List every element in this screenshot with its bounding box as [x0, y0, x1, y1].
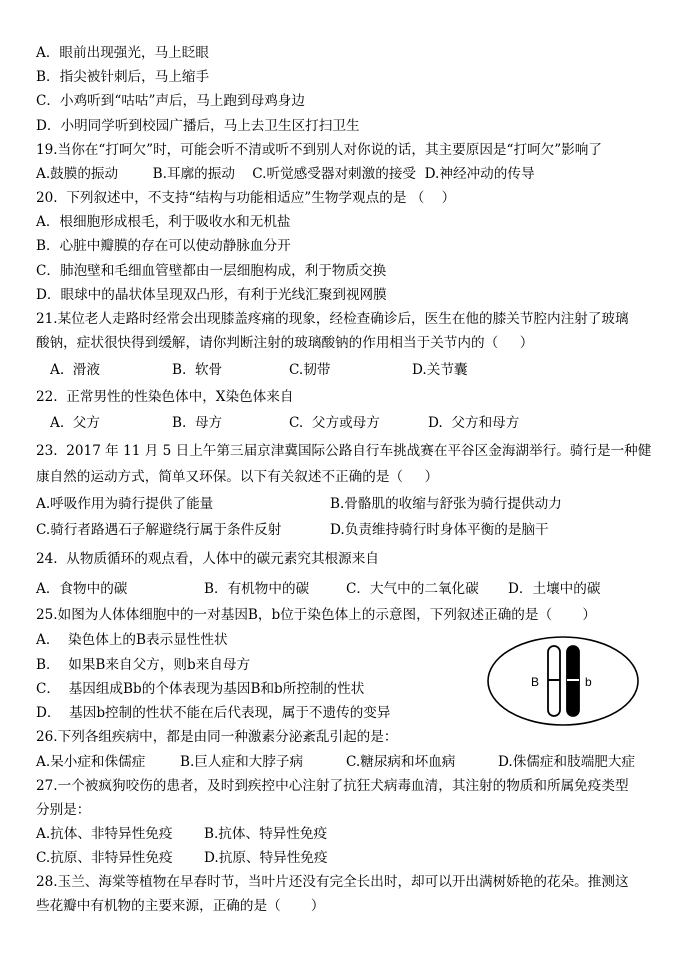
q26-stem: 26.下列各组疾病中，都是由同一种激素分泌紊乱引起的是： — [36, 729, 398, 745]
q27-stem-line2: 分别是： — [36, 802, 91, 818]
q27-stem-line1: 27.一个被疯狗咬伤的患者，及时到疾控中心注射了抗狂犬病毒血清，其注射的物质和所属免疫类型 — [36, 778, 629, 794]
q21-option-d: D.关节囊 — [412, 362, 468, 378]
q25-option-b: B． 如果B来自父方，则b来自母方 — [36, 657, 251, 673]
q20-option-c: C．肺泡壁和毛细血管壁都由一层细胞构成，利于物质交换 — [36, 263, 387, 279]
q26-option-a: A.呆小症和侏儒症 — [36, 754, 146, 770]
q26-option-b: B.巨人症和大脖子病 — [180, 754, 304, 770]
chromosome-svg — [484, 632, 642, 730]
q21-stem-line1: 21.某位老人走路时经常会出现膝盖疼痛的现象，经检查确诊后，医生在他的膝关节腔内注射了玻璃 — [36, 311, 629, 327]
q22-option-a: A. 父方 — [50, 415, 100, 431]
q26-option-c: C.糖尿病和坏血病 — [346, 754, 456, 770]
q25-option-a: A． 染色体上的B表示显性性状 — [36, 632, 228, 648]
q18-option-b: B．指尖被针刺后，马上缩手 — [36, 69, 210, 85]
q18-option-a: A．眼前出现强光，马上眨眼 — [36, 45, 209, 61]
q24-stem: 24. 从物质循环的观点看，人体中的碳元素究其根源来自 — [36, 551, 379, 567]
q24-option-b: B．有机物中的碳 — [204, 581, 310, 597]
q26-option-d: D.侏儒症和肢端肥大症 — [498, 754, 636, 770]
gene-label-uppercase-b: B — [530, 675, 539, 689]
q28-stem-line1: 28.玉兰、海棠等植物在早春时节，当叶片还没有完全长出时，却可以开出满树娇艳的花朵。推测这 — [36, 874, 629, 890]
q23-option-a: A.呼吸作用为骑行提供了能量 — [36, 496, 214, 512]
q25-option-d: D． 基因b控制的性状不能在后代表现，属于不遗传的变异 — [36, 705, 391, 721]
q24-option-c: C．大气中的二氧化碳 — [346, 581, 479, 597]
q21-option-b: B. 软骨 — [172, 362, 223, 378]
q19-stem: 19.当你在“打呵欠”时，可能会听不清或听不到别人对你说的话，其主要原因是“打呵欠”影响了 — [36, 142, 602, 158]
q24-option-a: A．食物中的碳 — [36, 581, 128, 597]
q23-stem-line1: 23. 2017 年 11 月 5 日上午第三届京津冀国际公路自行车挑战赛在平谷区金海湖举行。骑行是一种健 — [36, 443, 652, 459]
q23-option-c: C.骑行者路遇石子解避绕行属于条件反射 — [36, 522, 282, 538]
cell-outline — [488, 637, 638, 725]
q21-option-a: A. 滑液 — [50, 362, 100, 378]
q27-option-c: C.抗原、非特异性免疫 — [36, 850, 173, 866]
q20-option-b: B．心脏中瓣膜的存在可以使动静脉血分开 — [36, 238, 291, 254]
q21-stem-line2: 酸钠，症状很快得到缓解，请你判断注射的玻璃酸钠的作用相当于关节内的（ ） — [36, 335, 534, 351]
q23-option-b: B.骨骼肌的收缩与舒张为骑行提供动力 — [330, 496, 562, 512]
q22-option-d: D. 父方和母方 — [428, 415, 520, 431]
q21-option-c: C.韧带 — [289, 362, 331, 378]
q20-stem: 20. 下列叙述中，不支持“结构与功能相适应”生物学观点的是 （ ） — [36, 190, 456, 206]
q28-stem-line2: 些花瓣中有机物的主要来源，正确的是（ ） — [36, 898, 325, 914]
q25-stem: 25.如图为人体体细胞中的一对基因B，b位于染色体上的示意图，下列叙述正确的是（ ） — [36, 607, 596, 623]
q22-option-b: B. 母方 — [172, 415, 223, 431]
q27-option-b: B.抗体、特异性免疫 — [204, 826, 328, 842]
q27-option-d: D.抗原、特异性免疫 — [204, 850, 328, 866]
q22-stem: 22. 正常男性的性染色体中，X染色体来自 — [36, 389, 294, 405]
q23-stem-line2: 康自然的运动方式，简单又环保。以下有关叙述不正确的是（ ） — [36, 469, 439, 485]
gene-label-lowercase-b: b — [585, 675, 592, 689]
q27-option-a: A.抗体、非特异性免疫 — [36, 826, 173, 842]
q20-option-a: A．根细胞形成根毛，利于吸收水和无机盐 — [36, 214, 291, 230]
q23-option-d: D.负责维持骑行时身体平衡的是脑干 — [330, 522, 549, 538]
q19-options: A.鼓膜的振动 B.耳廓的振动 C.听觉感受器对刺激的接受 D.神经冲动的传导 — [36, 166, 535, 182]
chromosome-diagram — [484, 632, 642, 730]
q25-option-c: C． 基因组成Bb的个体表现为基因B和b所控制的性状 — [36, 681, 365, 697]
q22-option-c: C. 父方或母方 — [289, 415, 380, 431]
q20-option-d: D．眼球中的晶状体呈现双凸形，有利于光线汇聚到视网膜 — [36, 287, 387, 303]
q24-option-d: D．土壤中的碳 — [508, 581, 601, 597]
q18-option-c: C．小鸡听到“咕咕”声后，马上跑到母鸡身边 — [36, 93, 305, 109]
q18-option-d: D．小明同学听到校园广播后，马上去卫生区打扫卫生 — [36, 118, 360, 134]
